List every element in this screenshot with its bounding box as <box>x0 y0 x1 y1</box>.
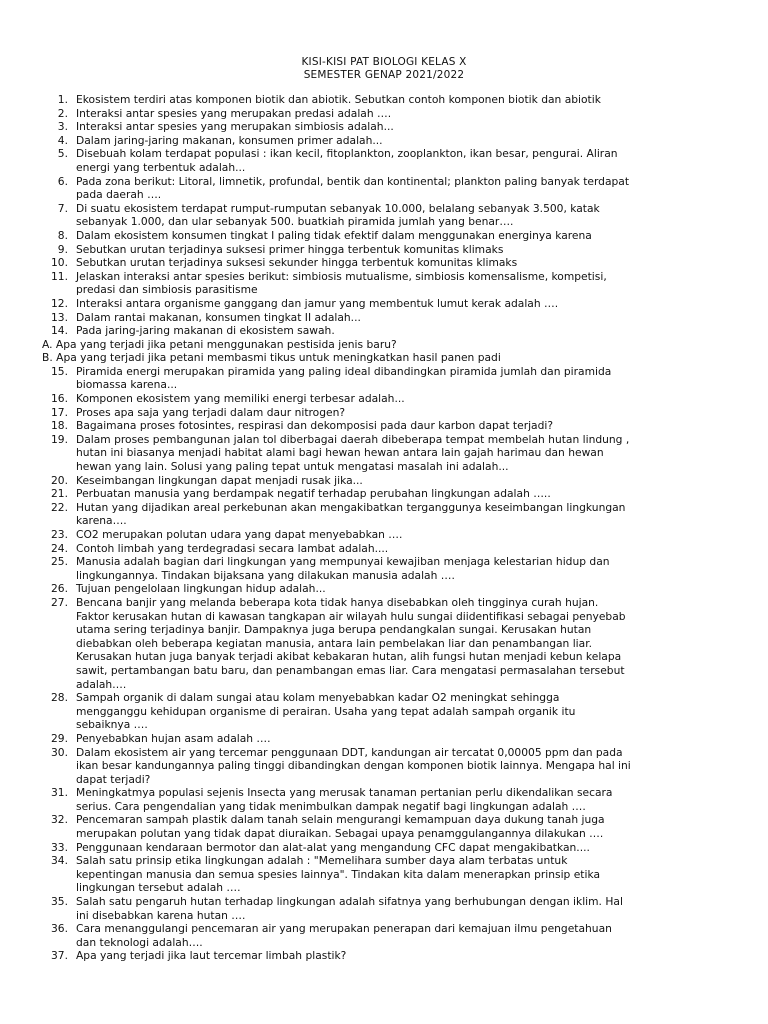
question-item <box>0 841 768 855</box>
question-number: 10. <box>51 256 68 270</box>
question-text-line: Pencemaran sampah plastik dalam tanah selain mengurangi kemampuan daya dukung tanah juga <box>76 813 605 827</box>
question-item <box>0 202 768 229</box>
question-item <box>0 147 768 174</box>
question-text-line: Sampah organik di dalam sungai atau kolam menyebabkan kadar O2 meningkat sehingga <box>76 691 560 705</box>
question-number: 21. <box>51 487 68 501</box>
question-text-line: Meningkatmya populasi sejenis Insecta yang merusak tanaman pertanian perlu dikendalikan secara <box>76 786 613 800</box>
question-item <box>0 487 768 501</box>
question-text <box>68 202 740 229</box>
question-text <box>68 691 740 732</box>
question-item <box>0 297 768 311</box>
question-text <box>68 786 740 813</box>
question-number: 32. <box>51 813 68 827</box>
question-text-line: Proses apa saja yang terjadi dalam daur nitrogen? <box>76 405 346 419</box>
question-item <box>0 691 768 732</box>
question-text <box>68 922 740 949</box>
question-text <box>68 324 740 338</box>
question-item <box>0 311 768 325</box>
question-number: 25. <box>51 555 68 569</box>
question-text-line: Salah satu prinsip etika lingkungan adalah : "Memelihara sumber daya alam terbatas untuk <box>76 854 568 868</box>
question-text-line: Manusia adalah bagian dari lingkungan yang mempunyai kewajiban menjaga kelestarian hidup dan <box>76 555 610 569</box>
sub-question: A. Apa yang terjadi jika petani menggunakan pestisida jenis baru? <box>42 337 397 351</box>
question-number: 14. <box>51 324 68 338</box>
question-text-line: predasi dan simbiosis parasitisme <box>76 283 258 297</box>
question-item <box>0 120 768 134</box>
question-item <box>0 596 768 691</box>
question-number: 2. <box>57 106 68 120</box>
question-item <box>0 433 768 474</box>
question-text-line: karena…. <box>76 514 127 528</box>
question-item <box>0 895 768 922</box>
question-item <box>0 324 768 338</box>
question-item <box>0 786 768 813</box>
question-text-line: Salah satu pengaruh hutan terhadap lingkungan adalah sifatnya yang berhubungan dengan iklim. Hal <box>76 895 623 909</box>
question-list <box>0 93 768 963</box>
question-item <box>0 528 768 542</box>
question-text-line: CO2 merupakan polutan udara yang dapat menyebabkan …. <box>76 528 403 541</box>
question-number: 7. <box>57 201 68 215</box>
question-item <box>0 243 768 257</box>
question-text-line: dapat terjadi? <box>76 772 151 786</box>
question-item <box>0 107 768 121</box>
question-text <box>68 596 740 691</box>
question-number: 35. <box>51 895 68 909</box>
question-text <box>68 555 740 582</box>
sub-question: B. Apa yang terjadi jika petani membasmi tikus untuk meningkatkan hasil panen padi <box>42 351 501 365</box>
question-item <box>0 93 768 107</box>
question-number: 8. <box>57 228 68 242</box>
question-text <box>68 813 740 840</box>
question-text-line: ini disebabkan karena hutan …. <box>76 908 246 922</box>
question-text-line: Sebutkan urutan terjadinya suksesi primer hingga terbentuk komunitas klimaks <box>76 242 504 256</box>
question-number: 16. <box>51 392 68 406</box>
question-number: 37. <box>51 949 68 963</box>
question-number: 29. <box>51 731 68 745</box>
question-number: 15. <box>51 364 68 378</box>
question-number: 31. <box>51 786 68 800</box>
question-text <box>68 542 740 556</box>
question-text-line: ikan besar kandungannya paling tinggi dibandingkan dengan komponen biotik lainnya. Mengapa hal ini <box>76 759 631 773</box>
question-text <box>68 474 740 488</box>
question-text <box>68 229 740 243</box>
question-number: 24. <box>51 541 68 555</box>
question-item <box>0 229 768 243</box>
question-item <box>0 256 768 270</box>
question-text-line: energi yang terbentuk adalah... <box>76 160 246 174</box>
question-item <box>0 365 768 392</box>
document-subtitle: SEMESTER GENAP 2021/2022 <box>303 69 465 81</box>
question-text-line: Pada jaring-jaring makanan di ekosistem sawah. <box>76 324 335 338</box>
question-text-line: Dalam proses pembangunan jalan tol diberbagai daerah dibeberapa tempat membelah hutan lindung , <box>76 432 630 446</box>
question-number: 20. <box>51 473 68 487</box>
question-text-line: Contoh limbah yang terdegradasi secara lambat adalah.... <box>76 541 389 555</box>
question-text-line: pada daerah …. <box>76 188 162 202</box>
question-text <box>68 107 740 121</box>
question-number: 1. <box>57 93 68 106</box>
question-text-line: Faktor kerusakan hutan di kawasan tangkapan air wilayah hulu sungai diidentifikasi sebagai penyebab <box>76 609 626 623</box>
question-text <box>68 582 740 596</box>
question-number: 22. <box>51 500 68 514</box>
question-text <box>68 406 740 420</box>
question-number: 34. <box>51 854 68 868</box>
question-text <box>68 419 740 433</box>
question-text <box>68 243 740 257</box>
question-number: 19. <box>51 432 68 446</box>
question-number: 12. <box>51 296 68 310</box>
question-text <box>68 487 740 501</box>
question-text-line: Dalam jaring-jaring makanan, konsumen primer adalah... <box>76 133 383 147</box>
question-number: 23. <box>51 528 68 541</box>
question-text-line: Pada zona berikut: Litoral, limnetik, profundal, bentik dan kontinental; plankton paling banyak terdapat <box>76 174 630 188</box>
question-text <box>68 311 740 325</box>
question-item <box>0 732 768 746</box>
question-text-line: Perbuatan manusia yang berdampak negatif terhadap perubahan lingkungan adalah ….. <box>76 487 551 501</box>
question-text-line: Kerusakan hutan juga banyak terjadi akibat kebakaran hutan, alih fungsi hutan menjadi kebun kelapa <box>76 650 622 664</box>
question-text-line: Bagaimana proses fotosintes, respirasi dan dekomposisi pada daur karbon dapat terjadi? <box>76 419 554 433</box>
question-text-line: Ekosistem terdiri atas komponen biotik dan abiotik. Sebutkan contoh komponen biotik dan abiotik <box>76 93 601 106</box>
question-text-line: merupakan polutan yang tidak dapat diuraikan. Sebagai upaya penamggulangannya dilakukan …. <box>76 827 604 841</box>
question-text-line: dan teknologi adalah…. <box>76 935 203 949</box>
question-number: 30. <box>51 745 68 759</box>
question-text <box>68 175 740 202</box>
document-title: KISI-KISI PAT BIOLOGI KELAS X <box>301 56 467 68</box>
question-text <box>68 392 740 406</box>
question-text-line: Tujuan pengelolaan lingkungan hidup adalah... <box>76 582 326 596</box>
question-text-line: Interaksi antar spesies yang merupakan simbiosis adalah... <box>76 120 394 134</box>
question-text <box>68 528 740 542</box>
question-text <box>68 270 740 297</box>
question-text-line: Bencana banjir yang melanda beberapa kota tidak hanya disebabkan oleh tingginya curah hujan. <box>76 595 599 609</box>
question-text-line: Interaksi antara organisme ganggang dan jamur yang membentuk lumut kerak adalah …. <box>76 296 559 310</box>
question-item <box>0 746 768 787</box>
question-text <box>68 732 740 746</box>
question-text-line: Komponen ekosistem yang memiliki energi terbesar adalah... <box>76 392 405 406</box>
question-number: 13. <box>51 310 68 324</box>
question-number: 36. <box>51 922 68 936</box>
question-text <box>68 841 740 855</box>
question-number: 3. <box>57 120 68 134</box>
question-text <box>68 297 740 311</box>
question-text-line: Disebuah kolam terdapat populasi : ikan kecil, fitoplankton, zooplankton, ikan besar, pengurai. Aliran <box>76 147 618 161</box>
question-item <box>0 922 768 949</box>
question-text-line: Apa yang terjadi jika laut tercemar limbah plastik? <box>76 949 347 963</box>
question-text-line: Dalam rantai makanan, konsumen tingkat II adalah... <box>76 310 361 324</box>
question-number: 11. <box>51 269 68 283</box>
question-text-line: adalah…. <box>76 677 127 691</box>
question-text <box>68 895 740 922</box>
question-text-line: diebabkan oleh beberapa kegiatan manusia, antara lain pembelakan liar dan penambangan liar. <box>76 636 593 650</box>
question-text-line: sebanyak 1.000, dan ular sebanyak 500. buatkiah piramida jumlah yang benar…. <box>76 215 514 229</box>
question-number: 27. <box>51 595 68 609</box>
question-text <box>68 147 740 174</box>
question-text-line: Keseimbangan lingkungan dapat menjadi rusak jika... <box>76 473 363 487</box>
question-text-line: lingkungan tersebut adalah …. <box>76 881 241 895</box>
question-text <box>68 433 740 474</box>
question-text-line: kepentingan manusia dan semua spesies lainnya". Tindakan kita dalam menerapkan prinsip etika <box>76 867 601 881</box>
question-number: 28. <box>51 691 68 705</box>
question-number: 33. <box>51 840 68 854</box>
question-text-line: hewan yang lain. Solusi yang paling tepat untuk mengatasi masalah ini adalah... <box>76 460 509 474</box>
question-text-line: Hutan yang dijadikan areal perkebunan akan mengakibatkan terganggunya keseimbangan lingkungan <box>76 500 626 514</box>
question-text <box>68 93 740 107</box>
question-text-line: Penyebabkan hujan asam adalah …. <box>76 731 271 745</box>
question-text-line: mengganggu kehidupan organisme di perairan. Usaha yang tepat adalah sampah organik itu <box>76 704 576 718</box>
question-item <box>0 813 768 840</box>
question-number: 5. <box>57 147 68 161</box>
question-text-line: sawit, pertambangan batu baru, dan penambangan emas liar. Cara mengatasi permasalahan tersebut <box>76 663 625 677</box>
question-text <box>68 949 740 963</box>
question-text-line: Interaksi antar spesies yang merupakan predasi adalah …. <box>76 106 392 120</box>
question-text <box>68 501 740 528</box>
question-text-line: serius. Cara pengendalian yang tidak menimbulkan dampak negatif bagi lingkungan adalah …. <box>76 799 586 813</box>
question-number: 26. <box>51 582 68 596</box>
question-item <box>0 175 768 202</box>
question-text <box>68 134 740 148</box>
question-text-line: Piramida energi merupakan piramida yang paling ideal dibandingkan piramida jumlah dan piramida <box>76 364 612 378</box>
question-text-line: hutan ini biasanya menjadi habitat alami bagi hewan hewan antara lain gajah harimau dan hewan <box>76 446 604 460</box>
question-item <box>0 419 768 433</box>
question-number: 18. <box>51 419 68 433</box>
question-item <box>0 555 768 582</box>
question-item <box>0 501 768 528</box>
question-item <box>0 134 768 148</box>
question-number: 17. <box>51 405 68 419</box>
question-item <box>0 270 768 297</box>
question-text-line: lingkungannya. Tindakan bijaksana yang dilakukan manusia adalah …. <box>76 568 455 582</box>
question-number: 4. <box>57 133 68 147</box>
question-text <box>68 120 740 134</box>
question-text-line: Di suatu ekosistem terdapat rumput-rumputan sebanyak 10.000, belalang sebanyak 3.500, katak <box>76 201 600 215</box>
question-text-line: Dalam ekosistem konsumen tingkat I paling tidak efektif dalam menggunakan energinya karena <box>76 228 592 242</box>
question-item <box>0 406 768 420</box>
question-number: 9. <box>57 242 68 256</box>
question-text-line: Dalam ekosistem air yang tercemar penggunaan DDT, kandungan air tercatat 0,00005 ppm dan pada <box>76 745 623 759</box>
question-text-line: utama sering terjadinya banjir. Dampaknya juga berupa pendangkalan sungai. Kerusakan hutan <box>76 623 592 637</box>
question-text-line: Penggunaan kendaraan bermotor dan alat-alat yang mengandung CFC dapat mengakibatkan.... <box>76 840 590 854</box>
question-text <box>68 746 740 787</box>
question-item <box>0 949 768 963</box>
question-number: 6. <box>57 174 68 188</box>
question-item <box>0 854 768 895</box>
question-item <box>0 392 768 406</box>
question-text-line: Jelaskan interaksi antar spesies berikut: simbiosis mutualisme, simbiosis komensalisme, kompetisi, <box>76 269 607 283</box>
question-text-line: Sebutkan urutan terjadinya suksesi sekunder hingga terbentuk komunitas klimaks <box>76 256 518 270</box>
question-text-line: sebaiknya …. <box>76 718 148 732</box>
question-text-line: Cara menanggulangi pencemaran air yang merupakan penerapan dari kemajuan ilmu pengetahuan <box>76 922 612 936</box>
question-text <box>68 365 740 392</box>
question-item <box>0 582 768 596</box>
question-text-line: biomassa karena... <box>76 378 178 392</box>
question-text <box>68 256 740 270</box>
question-item <box>0 542 768 556</box>
question-text <box>68 854 740 895</box>
question-item <box>0 474 768 488</box>
